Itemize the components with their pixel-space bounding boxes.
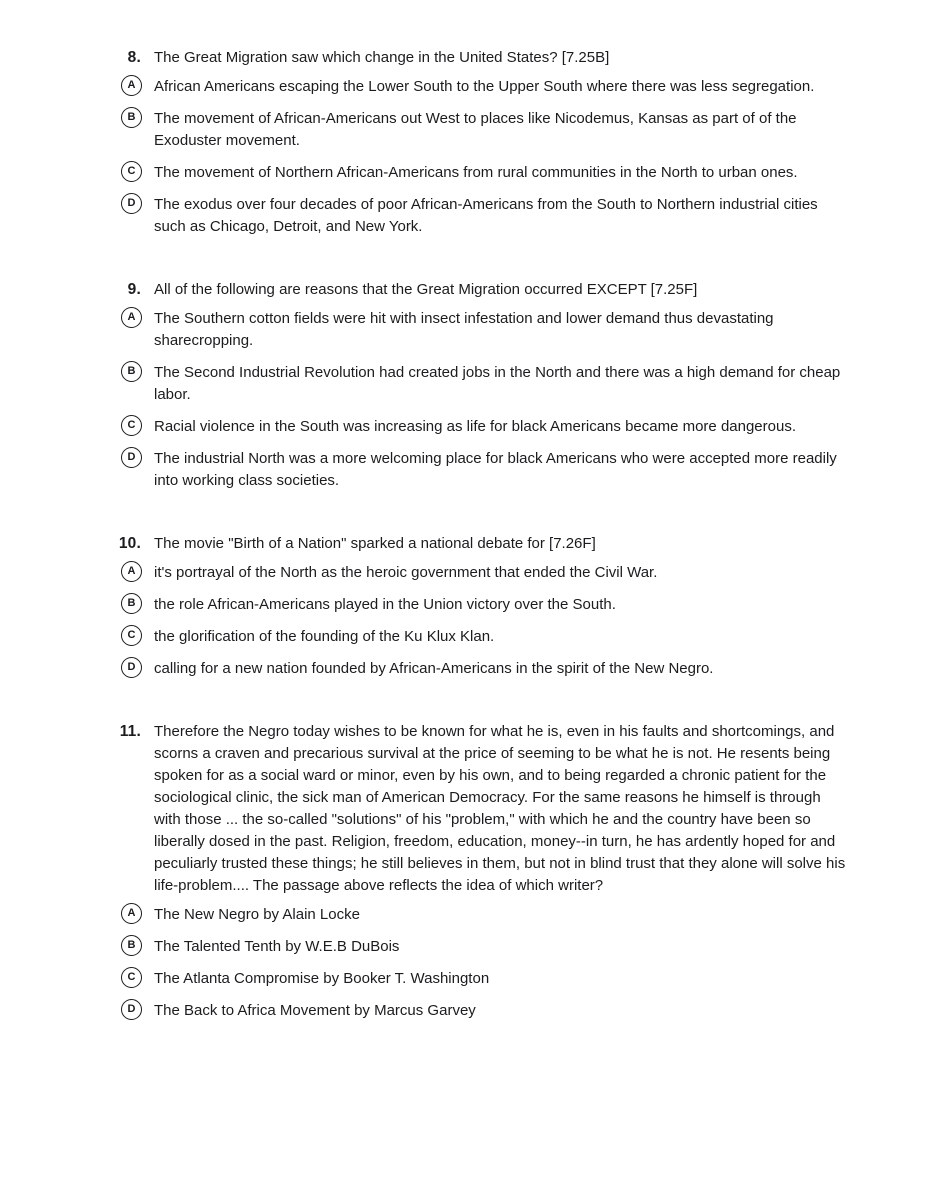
question-text: The Great Migration saw which change in the United States? [7.25B] [154,49,610,66]
option-text: calling for a new nation founded by African-Americans in the spirit of the New Negro. [154,660,714,677]
question-text: Therefore the Negro today wishes to be known for what he is, even in his faults and shortcomings, and scorns a craven and precarious survival at the price of seeming to be what he is not. He resents being spoken for as a social ward or minor, even by his own, and to being regarded a chronic patient for the sociological clinic, the sick man of American Democracy. For the same reasons he himself is through with those ... the so-called "solutions" of his "problem," with which he and the country have been so liberally dosed in the past. Religion, freedom, education, money--in turn, he has ardently hoped for and peculiarly trusted these things; he still believes in them, but not in blind trust that they alone will solve his life-problem.... The passage above reflects the idea of which writer? [154,723,846,894]
option-text: The industrial North was a more welcoming place for black Americans who were accepted more readily into working class societies. [154,450,837,489]
option-bubble-b[interactable]: B [121,935,142,956]
answer-option-9c[interactable] [118,415,848,438]
question-9 [118,279,848,492]
answer-option-9a[interactable] [118,307,848,352]
question-9-prompt [118,279,848,301]
option-text: the glorification of the founding of the Ku Klux Klan. [154,628,495,645]
option-bubble-b[interactable]: B [121,361,142,382]
question-number: 11. [119,723,141,740]
answer-option-8b[interactable] [118,107,848,152]
question-11-prompt [118,721,848,897]
option-bubble-c[interactable]: C [121,967,142,988]
answer-option-8c[interactable] [118,161,848,184]
option-bubble-a[interactable]: A [121,561,142,582]
answer-option-11d[interactable] [118,999,848,1022]
option-bubble-c[interactable]: C [121,625,142,646]
question-8-prompt [118,47,848,69]
question-text: All of the following are reasons that the Great Migration occurred EXCEPT [7.25F] [154,281,698,298]
option-text: The movement of Northern African-Americans from rural communities in the North to urban ones. [154,164,798,181]
option-bubble-a[interactable]: A [121,903,142,924]
answer-option-9b[interactable] [118,361,848,406]
option-bubble-d[interactable]: D [121,447,142,468]
option-text: The Atlanta Compromise by Booker T. Washington [154,970,490,987]
answer-option-11b[interactable] [118,935,848,958]
question-10 [118,533,848,680]
option-text: The movement of African-Americans out West to places like Nicodemus, Kansas as part of of the Exoduster movement. [154,110,797,149]
answer-option-11a[interactable] [118,903,848,926]
answer-option-8a[interactable] [118,75,848,98]
option-bubble-d[interactable]: D [121,193,142,214]
option-bubble-c[interactable]: C [121,161,142,182]
option-bubble-c[interactable]: C [121,415,142,436]
option-text: the role African-Americans played in the Union victory over the South. [154,596,616,613]
question-number: 10. [118,535,141,552]
answer-option-10d[interactable] [118,657,848,680]
option-bubble-b[interactable]: B [121,107,142,128]
option-bubble-b[interactable]: B [121,593,142,614]
option-text: African Americans escaping the Lower South to the Upper South where there was less segregation. [154,78,815,95]
question-number: 8. [127,49,141,66]
option-text: The exodus over four decades of poor African-Americans from the South to Northern industrial cities such as Chicago, Detroit, and New York. [154,196,818,235]
answer-option-8d[interactable] [118,193,848,238]
question-number: 9. [127,281,141,298]
option-text: The Southern cotton fields were hit with insect infestation and lower demand thus devastating sharecropping. [154,310,774,349]
answer-option-10b[interactable] [118,593,848,616]
option-bubble-a[interactable]: A [121,307,142,328]
answer-option-10c[interactable] [118,625,848,648]
option-text: The Talented Tenth by W.E.B DuBois [154,938,400,955]
option-text: The New Negro by Alain Locke [154,906,360,923]
answer-option-9d[interactable] [118,447,848,492]
option-text: The Back to Africa Movement by Marcus Garvey [154,1002,476,1019]
option-bubble-d[interactable]: D [121,657,142,678]
answer-option-11c[interactable] [118,967,848,990]
answer-option-10a[interactable] [118,561,848,584]
option-text: it's portrayal of the North as the heroic government that ended the Civil War. [154,564,658,581]
question-8 [118,47,848,238]
question-10-prompt [118,533,848,555]
option-text: The Second Industrial Revolution had created jobs in the North and there was a high demand for cheap labor. [154,364,841,403]
option-bubble-d[interactable]: D [121,999,142,1020]
question-text: The movie "Birth of a Nation" sparked a national debate for [7.26F] [154,535,596,552]
question-11 [118,721,848,1022]
option-text: Racial violence in the South was increasing as life for black Americans became more dangerous. [154,418,796,435]
option-bubble-a[interactable]: A [121,75,142,96]
